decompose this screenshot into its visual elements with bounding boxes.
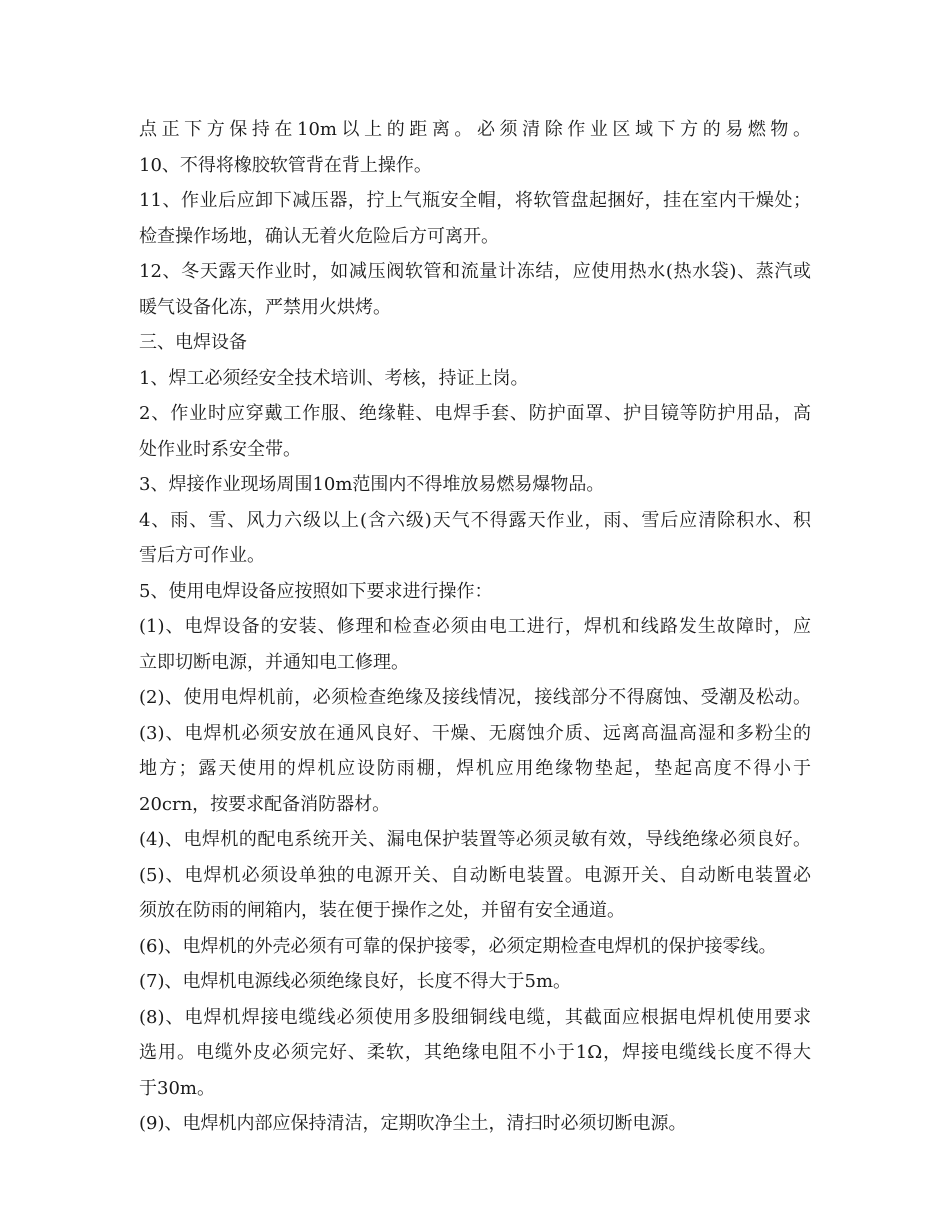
text-line: (1)、电焊设备的安装、修理和检查必须由电工进行，焊机和线路发生故障时，应 [139, 616, 811, 637]
section-heading: 三、电焊设备 [139, 332, 247, 353]
text-line: 点正下方保持在10m以上的距离。必须清除作业区域下方的易燃物。 [139, 119, 811, 140]
text-line: 4、雨、雪、风力六级以上(含六级)天气不得露天作业，雨、雪后应清除积水、积 [139, 509, 811, 531]
text-line: 雪后方可作业。 [139, 545, 265, 566]
text-line: 选用。电缆外皮必须完好、柔软，其绝缘电阻不小于1Ω，焊接电缆线长度不得大 [139, 1042, 811, 1063]
text-line: 10、不得将橡胶软管背在背上操作。 [139, 154, 432, 176]
text-line: 11、作业后应卸下减压器，拧上气瓶安全帽，将软管盘起捆好，挂在室内干燥处； [139, 190, 811, 211]
text-line: 须放在防雨的闸箱内，装在便于操作之处，并留有安全通道。 [139, 900, 625, 921]
text-line: (2)、使用电焊机前，必须检查绝缘及接线情况，接线部分不得腐蚀、受潮及松动。 [139, 687, 811, 708]
text-line: 20crn，按要求配备消防器材。 [139, 793, 391, 815]
text-line: (7)、电焊机电源线必须绝缘良好，长度不得大于5m。 [139, 971, 572, 992]
text-line: 立即切断电源，并通知电工修理。 [139, 651, 409, 673]
text-line: 3、焊接作业现场周围10m范围内不得堆放易燃易爆物品。 [139, 474, 605, 495]
text-line: (6)、电焊机的外壳必须有可靠的保护接零，必须定期检查电焊机的保护接零线。 [139, 935, 777, 957]
text-line: 暖气设备化冻，严禁用火烘烤。 [139, 296, 391, 318]
text-line: (3)、电焊机必须安放在通风良好、干燥、无腐蚀介质、远离高温高湿和多粉尘的 [139, 722, 811, 744]
text-line: 于30m。 [139, 1077, 215, 1099]
text-line: 处作业时系安全带。 [139, 438, 301, 460]
text-line: (4)、电焊机的配电系统开关、漏电保护装置等必须灵敏有效，导线绝缘必须良好。 [139, 829, 811, 850]
text-line: 2、作业时应穿戴工作服、绝缘鞋、电焊手套、防护面罩、护目镜等防护用品，高 [139, 403, 811, 424]
text-line: 1、焊工必须经安全技术培训、考核，持证上岗。 [139, 367, 529, 389]
text-line: (8)、电焊机焊接电缆线必须使用多股细铜线电缆，其截面应根据电焊机使用要求 [139, 1006, 811, 1028]
text-line: 检查操作场地，确认无着火危险后方可离开。 [139, 225, 499, 247]
text-line: (5)、电焊机必须设单独的电源开关、自动断电装置。电源开关、自动断电装置必 [139, 864, 811, 886]
text-line: 地方；露天使用的焊机应设防雨棚，焊机应用绝缘物垫起，垫起高度不得小于 [139, 758, 811, 779]
text-line: 12、冬天露天作业时，如减压阀软管和流量计冻结，应使用热水(热水袋)、蒸汽或 [139, 261, 811, 282]
document-body [139, 112, 811, 1142]
text-line: (9)、电焊机内部应保持清洁，定期吹净尘土，清扫时必须切断电源。 [139, 1113, 687, 1134]
text-line: 5、使用电焊设备应按照如下要求进行操作： [139, 580, 493, 602]
